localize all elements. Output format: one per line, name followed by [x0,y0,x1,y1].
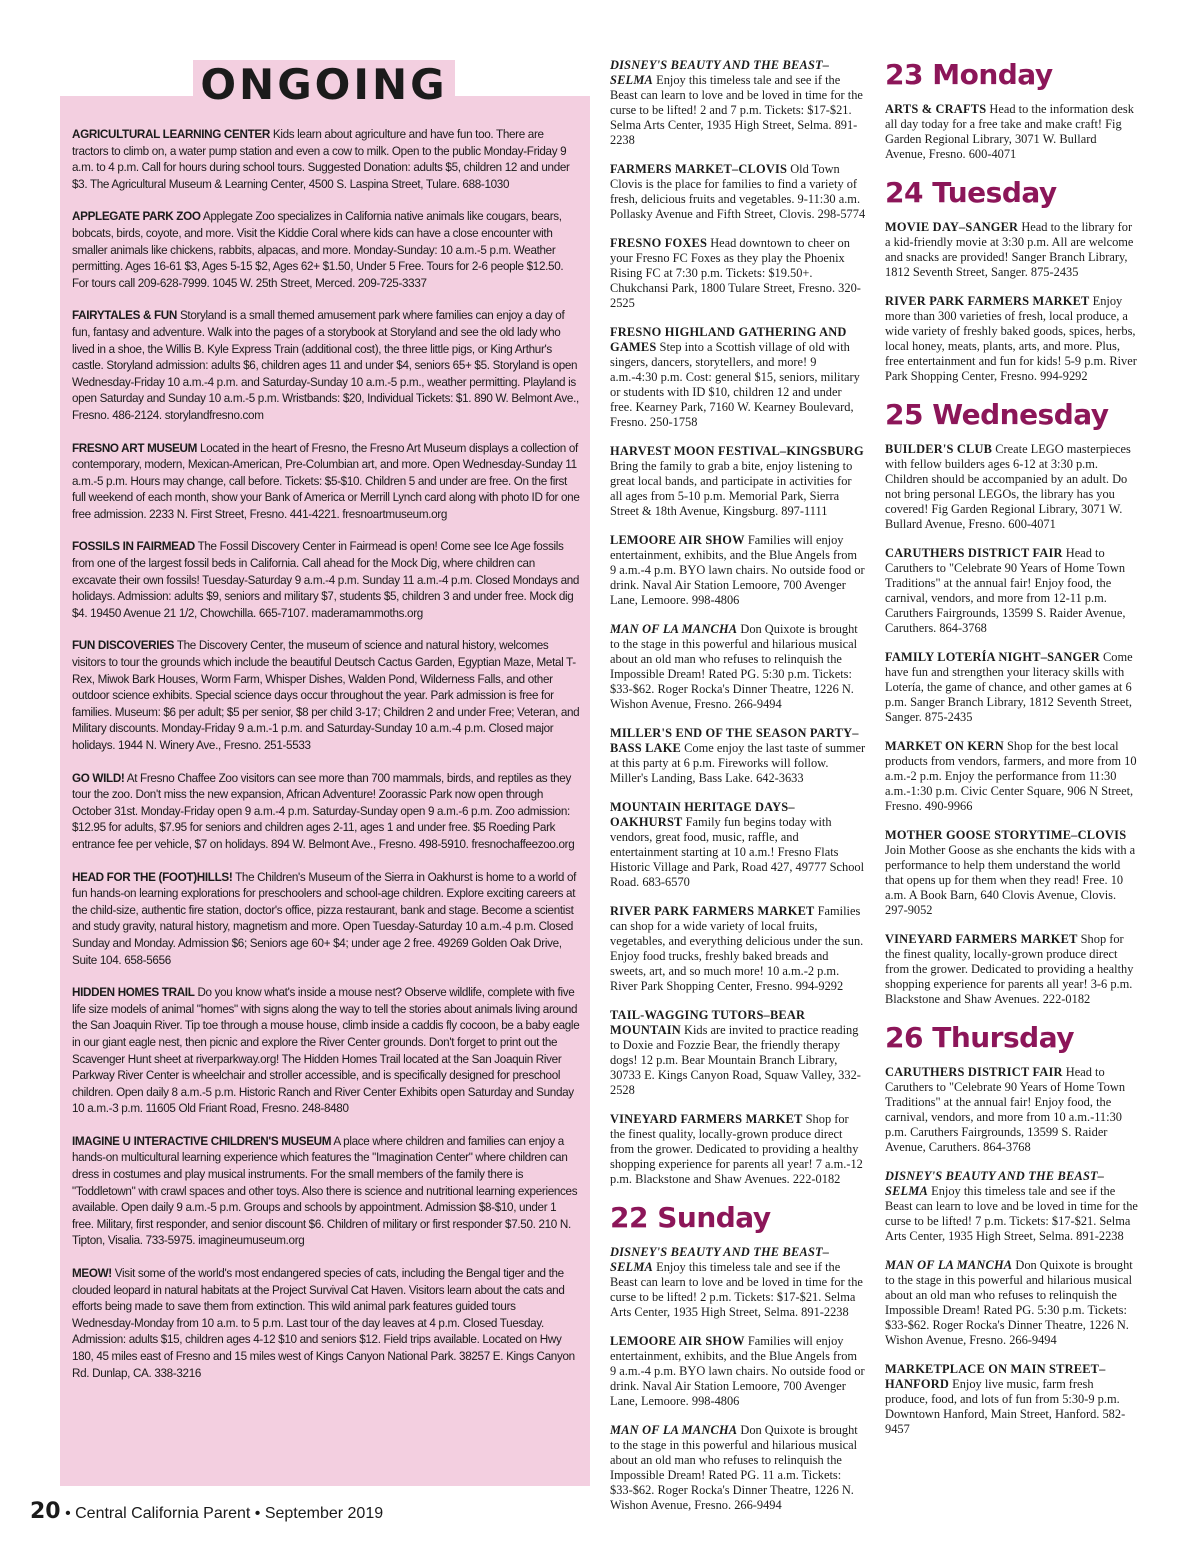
event-body: Don Quixote is brought to the stage in this powerful and hilarious musical about an old man who refuses to relinquish the Impossible Dream! Rated PG. 11 a.m. Tickets: $33-$62. Roger Rocka's Dinner Theatre, 1226 N. Wishon Avenue, Fresno. 266-9494 [610,1423,858,1512]
event-title: MOTHER GOOSE STORYTIME–CLOVIS [885,828,1127,842]
ongoing-entry [72,770,580,853]
event-title: DISNEY'S BEAUTY AND THE BEAST–SELMA [610,1245,830,1274]
event-title: VINEYARD FARMERS MARKET [610,1112,803,1126]
event-item [610,1423,866,1513]
event-title: MARKET ON KERN [885,739,1004,753]
event-body: Families will enjoy entertainment, exhibits, and the Blue Angels from 9 a.m.-4 p.m. BYO lawn chairs. No outside food or drink. Naval Air Station Lemoore, 700 Avenger Lane, Lemoore. 998-4806 [610,1334,865,1408]
event-body: Step into a Scottish village of old with singers, dancers, storytellers, and more! 9 a.m.-4:30 p.m. Cost: general $15, seniors, military or students with ID $10, children 12 and under free. Kearney Park, 7160 W. Kearney Boulevard, Fresno. 250-1758 [610,340,860,429]
event-title: RIVER PARK FARMERS MARKET [885,294,1090,308]
event-title: FRESNO HIGHLAND GATHERING AND GAMES [610,325,847,354]
event-body: Head to Caruthers to "Celebrate 90 Years of Home Town Traditions" at the annual fair! Enjoy food, the carnival, vendors, and more from 12-11 p.m. Caruthers Fairgrounds, 13599 S. Raider Avenue, Caruthers. 864-3768 [885,546,1126,635]
event-title: MAN OF LA MANCHA [610,1423,738,1437]
event-title: MOUNTAIN HERITAGE DAYS–OAKHURST [610,800,795,829]
event-body: Shop for the finest quality, locally-grown produce direct from the grower. Dedicated to providing a healthy shopping experience for parents all year! 7 a.m.-12 p.m. Blackstone and Shaw Avenues. 222-0182 [610,1112,863,1186]
day-heading-sunday: 22 Sunday [610,1201,771,1234]
event-item [885,220,1138,280]
entry-body: A place where children and families can enjoy a hands-on multicultural learning experience which features the "Imagination Center" where children can dress in costumes and play musical instruments. For the small members of the family there is "Toddletown" with crawl spaces and other toys. Also there is science and nutritional learning experiences available. Open daily 9 a.m.-5 p.m. Groups and schools by appointment. Admission $8-$10, under 1 free. Military, first responder, and senior discount $6. Children of military or first responder $7.50. 210 N. Tipton, Visalia. 733-5975. imagineumuseum.org [72,1133,578,1248]
ongoing-entry [72,307,580,423]
entry-body: Located in the heart of Fresno, the Fresno Art Museum displays a collection of contemporary, modern, Mexican-American, Pre-Columbian art, and more. Open Wednesday-Sunday 11 a.m.-5 p.m. Hours may change, call before. Tickets: $5-$10. Children 5 and under are free. On the first full weekend of each month, show your Bank of America or Merrill Lynch card along with photo ID for one free admission. 2233 N. First Street, Fresno. 441-4221. fresnoartmuseum.org [72,440,580,521]
event-title: MAN OF LA MANCHA [885,1258,1013,1272]
event-item [610,533,866,608]
event-body: Families can shop for a wide variety of local fruits, vegetables, and everything delicious under the sun. Enjoy food trucks, freshly baked breads and sweets, art, and so much more! 10 a.m.-2 p.m. River Park Shopping Center, Fresno. 994-9292 [610,904,864,993]
event-body: Join Mother Goose as she enchants the kids with a performance to help them understand the world that opens up for them when they read! Free. 10 a.m. A Book Barn, 640 Clovis Avenue, Clovis. 297-9052 [885,843,1136,917]
event-title: MILLER'S END OF THE SEASON PARTY–BASS LAKE [610,726,859,755]
event-title: HARVEST MOON FESTIVAL–KINGSBURG [610,444,864,458]
entry-body: At Fresno Chaffee Zoo visitors can see more than 700 mammals, birds, and reptiles as they tour the zoo. Don't miss the new expansion, African Adventure! Zoorassic Park now open through October 31st. Monday-Friday open 9 a.m.-4 p.m. Saturday-Sunday open 9 a.m.-6 p.m. Zoo admission: $12.95 for adults, $7.95 for seniors and children ages 2-11, ages 1 and under free. $5 Roeding Park entrance fee per vehicle, $7 on holidays. 894 W. Belmont Ave., Fresno. 498-5910. fresnochaffeezoo.org [72,770,575,851]
entry-body: The Discovery Center, the museum of science and natural history, welcomes visitors to tour the grounds which include the beautiful Deutsch Cactus Garden, Egyptian Maze, Metal T-Rex, Miwok Bark Houses, Worm Farm, Whisper Dishes, Walden Pond, Wilderness Falls, and other outdoor science exhibits. Special science days occur throughout the year. Park admission is free for families. Museum: $6 per adult; $5 per senior, $8 per child 3-17; Children 2 and under Free; Veteran, and Military discounts. Monday-Friday 9 a.m.-1 p.m. and Saturday-Sunday 10 a.m.-4 p.m. Closed major holidays. 1944 N. Winery Ave., Fresno. 251-5533 [72,638,580,752]
day-heading-tuesday: 24 Tuesday [885,176,1057,209]
event-title: DISNEY'S BEAUTY AND THE BEAST–SELMA [885,1169,1105,1198]
event-title: LEMOORE AIR SHOW [610,1334,745,1348]
event-item [610,800,866,890]
event-title: RIVER PARK FARMERS MARKET [610,904,815,918]
event-body: Enjoy this timeless tale and see if the Beast can learn to love and be loved in time for the curse to be lifted! 2 p.m. Tickets: $17-$21. Selma Arts Center, 1935 High Street, Selma. 891-2238 [610,1260,863,1319]
entry-title: FOSSILS IN FAIRMEAD [72,539,195,554]
event-body: Enjoy live music, farm fresh produce, food, and lots of fun from 5:30-9 p.m. Downtown Hanford, Main Street, Hanford. 582-9457 [885,1377,1126,1436]
event-title: CARUTHERS DISTRICT FAIR [885,1065,1063,1079]
event-title: BUILDER'S CLUB [885,442,993,456]
events-column-right [885,58,1138,1451]
event-item [610,58,866,148]
entry-title: HIDDEN HOMES TRAIL [72,985,195,1000]
event-item [610,236,866,311]
event-body: Bring the family to grab a bite, enjoy listening to great local bands, and participate in activities for all ages from 5-10 p.m. Memorial Park, Sierra Street & 18th Avenue, Kingsburg. 897-1111 [610,459,853,518]
page-footer [30,1500,383,1526]
ongoing-entry [72,869,580,969]
entry-title: FAIRYTALES & FUN [72,308,178,323]
event-item [610,1334,866,1409]
event-item [885,650,1138,725]
event-item [610,622,866,712]
event-title: FAMILY LOTERÍA NIGHT–SANGER [885,650,1100,664]
event-item [610,904,866,994]
entry-title: GO WILD! [72,770,125,785]
entry-title: MEOW! [72,1266,112,1281]
event-body: Don Quixote is brought to the stage in this powerful and hilarious musical about an old man who refuses to relinquish the Impossible Dream! Rated PG. 5:30 p.m. Tickets: $33-$62. Roger Rocka's Dinner Theatre, 1226 N. Wishon Avenue, Fresno. 266-9494 [610,622,858,711]
day-heading-monday: 23 Monday [885,58,1053,91]
event-item [610,162,866,222]
entry-body: The Fossil Discovery Center in Fairmead is open! Come see Ice Age fossils from one of the largest fossil beds in California. Call ahead for the Mock Dig, where children can excavate their own fossils! Tuesday-Saturday 9 a.m.-4 p.m. Sunday 11 a.m.-4 p.m. Closed Mondays and holidays. Admission: adults $9, seniors and military $7, students $5, children 3 and under free. Mock dig $4. 19450 Avenue 21 1/2, Chowchilla. 665-7107. maderamammoths.org [72,539,580,620]
event-title: MARKETPLACE ON MAIN STREET–HANFORD [885,1362,1106,1391]
ongoing-entry [72,538,580,621]
event-title: CARUTHERS DISTRICT FAIR [885,546,1063,560]
event-body: Enjoy this timeless tale and see if the Beast can learn to love and be loved in time for the curse to be lifted! 7 p.m. Tickets: $17-$21. Selma Arts Center, 1935 High Street, Selma. 891-2238 [885,1184,1138,1243]
event-body: Kids are invited to practice reading to Doxie and Fozzie Bear, the friendly therapy dogs! 12 p.m. Bear Mountain Branch Library, 30733 E. Kings Canyon Road, Squaw Valley, 332-2528 [610,1023,861,1097]
entry-body: Applegate Zoo specializes in California native animals like cougars, bears, bobcats, birds, coyote, and more. Visit the Kiddie Coral where kids can have a close encounter with smaller animals like chickens, rabbits, alpacas, and more. Monday-Sunday: 10 a.m.-5 p.m. Weather permitting. Ages 16-61 $3, Ages 5-15 $2, Ages 62+ $1.50, Under 5 Free. Tours for 2-6 people $12.50. For tours call 209-628-7999. 1045 W. 25th Street, Merced. 209-725-3337 [72,209,564,290]
event-title: VINEYARD FARMERS MARKET [885,932,1078,946]
event-item [885,1065,1138,1155]
event-body: Enjoy more than 300 varieties of fresh, local produce, a wide variety of freshly baked goods, spices, herbs, local honey, meats, plants, arts, and more. Plus, free entertainment and fun for kids! 5-9 p.m. River Park Shopping Center, Fresno. 994-9292 [885,294,1137,383]
event-item [885,1258,1138,1348]
page-number: 20 [30,1499,61,1524]
event-item [885,294,1138,384]
event-title: FRESNO FOXES [610,236,708,250]
event-item [885,102,1138,162]
event-body: Don Quixote is brought to the stage in this powerful and hilarious musical about an old man who refuses to relinquish the Impossible Dream! Rated PG. 5:30 p.m. Tickets: $33-$62. Roger Rocka's Dinner Theatre, 1226 N. Wishon Avenue, Fresno. 266-9494 [885,1258,1133,1347]
event-body: Family fun begins today with vendors, great food, music, raffle, and entertainment starting at 10 a.m.! Fresno Flats Historic Village and Park, Road 427, 49777 School Road. 683-6570 [610,815,865,889]
event-item [610,726,866,786]
event-item [610,1112,866,1187]
event-item [610,1245,866,1320]
event-body: Create LEGO masterpieces with fellow builders ages 6-12 at 3:30 p.m. Children should be accompanied by an adult. Do not bring personal LEGOs, the library has you covered! Fig Garden Regional Library, 3071 W. Bullard Avenue, Fresno. 600-4071 [885,442,1131,531]
event-title: MOVIE DAY–SANGER [885,220,1019,234]
event-body: Old Town Clovis is the place for families to find a variety of fresh, delicious fruits and vegetables. 9-11:30 a.m. Pollasky Avenue and Fifth Street, Clovis. 298-5774 [610,162,866,221]
event-title: FARMERS MARKET–CLOVIS [610,162,788,176]
event-item [885,442,1138,532]
publication-line: • Central California Parent • September 2019 [65,1505,384,1522]
event-item [885,739,1138,814]
day-heading-wednesday: 25 Wednesday [885,398,1109,431]
events-column-middle [610,58,866,1527]
entry-title: HEAD FOR THE (FOOT)HILLS! [72,869,233,884]
event-item [610,1008,866,1098]
event-body: Head to Caruthers to "Celebrate 90 Years of Home Town Traditions" at the annual fair! Enjoy food, the carnival, vendors, and more from 10 a.m.-11:30 p.m. Caruthers Fairgrounds, 13599 S. Raider Avenue, Caruthers. 864-3768 [885,1065,1126,1154]
ongoing-entry [72,440,580,523]
event-title: TAIL-WAGGING TUTORS–BEAR MOUNTAIN [610,1008,806,1037]
event-title: LEMOORE AIR SHOW [610,533,745,547]
entry-body: Visit some of the world's most endangered species of cats, including the Bengal tiger and the clouded leopard in natural habitats at the Project Survival Cat Haven. Visitors learn about the cats and efforts being made to save them from extinction. This wild animal park features guided tours Wednesday-Monday from 10 a.m. to 5 p.m. Last tour of the day leaves at 4 p.m. Closed Tuesday. Admission: adults $15, children ages 4-12 $10 and seniors $12. Field trips available. Located on Hwy 180, 45 miles east of Fresno and 15 miles west of Kings Canyon National Park. 38257 E. Kings Canyon Rd. Dunlap, CA. 338-3216 [72,1266,575,1380]
entry-title: APPLEGATE PARK ZOO [72,209,201,224]
event-body: Enjoy this timeless tale and see if the Beast can learn to love and be loved in time for the curse to be lifted! 2 and 7 p.m. Tickets: $17-$21. Selma Arts Center, 1935 High Street, Selma. 891-2238 [610,73,863,147]
event-body: Shop for the best local products from vendors, farmers, and more from 10 a.m.-2 p.m. Enjoy the performance from 11:30 a.m.-1:30 p.m. Civic Center Square, 906 N Street, Fresno. 490-9966 [885,739,1137,813]
event-item [610,325,866,430]
ongoing-section [60,96,590,1486]
ongoing-entry [72,208,580,291]
entry-body: Kids learn about agriculture and have fun too. There are tractors to climb on, a water pump station and even a cow to milk. Open to the public Monday-Friday 9 a.m. to 4 p.m. Call for hours during school tours. Suggested Donation: adults $5, children 12 and under $3. The Agricultural Museum & Learning Center, 4500 S. Laspina Street, Tulare. 688-1030 [72,127,570,191]
entry-body: Do you know what's inside a mouse nest? Observe wildlife, complete with five life size models of animal "homes" with signs along the way to tell the stories about animals living around the San Joaquin River. Tip toe through a mouse house, climb inside a caddis fly cocoon, be a baby eagle in our giant eagle nest, then picnic and explore the River Center grounds. Don't forget to print out the Scavenger Hunt sheet at riverparkway.org! The Hidden Homes Trail located at the San Joaquin River Parkway River Center is wheelchair and stroller accessible, and is specifically designed for preschool children. Open daily 8 a.m.-5 p.m. Historic Ranch and River Center Exhibits open Saturday and Sunday 10 a.m.-3 p.m. 11605 Old Friant Road, Fresno. 248-8480 [72,985,580,1116]
ongoing-heading: ONGOING [200,60,448,109]
entry-title: FUN DISCOVERIES [72,638,175,653]
entry-body: The Children's Museum of the Sierra in Oakhurst is home to a world of fun hands-on learning explorations for preschoolers and school-age children. Explore exciting careers at the child-size, authentic fire station, doctor's office, pizza restaurant, bank and stage. Become a scientist and study gravity, natural history, magnetism and more. Open Tuesday-Saturday 10 a.m.-4 p.m. Closed Sunday and Monday. Admission $6; Seniors age 60+ $4; under age 2 free. 49269 Golden Oak Drive, Suite 104. 658-5656 [72,869,577,967]
ongoing-entry [72,637,580,753]
entry-body: Storyland is a small themed amusement park where families can enjoy a day of fun, fantasy and adventure. Walk into the pages of a storybook at Storyland and see the old lady who lived in a shoe, the Willis B. Kyle Express Train (additional cost), the three little pigs, or King Arthur's castle. Storyland admission: adults $6, children ages 11 and under $4, seniors 65+ $5. Storyland is open Wednesday-Friday 10 a.m.-4 p.m. and Saturday-Sunday 10 a.m.-5 p.m., weather permitting. Playland is open Saturday and Sunday 10 a.m.-5 p.m. Wristbands: $20, Individual Tickets: $1. 890 W. Belmont Ave., Fresno. 486-2124. storylandfresno.com [72,308,579,422]
event-body: Shop for the finest quality, locally-grown produce direct from the grower. Dedicated to providing a healthy shopping experience for parents all year! 3-6 p.m. Blackstone and Shaw Avenues. 222-0182 [885,932,1134,1006]
event-body: Head to the information desk all day today for a free take and make craft! Fig Garden Regional Library, 3071 W. Bullard Avenue, Fresno. 600-4071 [885,102,1134,161]
event-item [885,1169,1138,1244]
ongoing-entry [72,984,580,1117]
entry-title: IMAGINE U INTERACTIVE CHILDREN'S MUSEUM [72,1133,332,1148]
ongoing-entry [72,1265,580,1381]
event-body: Come enjoy the last taste of summer at this party at 6 p.m. Fireworks will follow. Miller's Landing, Bass Lake. 642-3633 [610,741,866,785]
event-item [885,932,1138,1007]
day-heading-thursday: 26 Thursday [885,1021,1074,1054]
event-body: Head downtown to cheer on your Fresno FC Foxes as they play the Phoenix Rising FC at 7:30 p.m. Tickets: $19.50+. Chukchansi Park, 1800 Tulare Street, Fresno. 320-2525 [610,236,861,310]
event-item [885,828,1138,918]
entry-title: AGRICULTURAL LEARNING CENTER [72,127,270,141]
event-item [610,444,866,519]
event-title: ARTS & CRAFTS [885,102,987,116]
event-body: Come have fun and strengthen your literacy skills with Lotería, the game of chance, and other games at 6 p.m. Sanger Branch Library, 1812 Seventh Street, Sanger. 875-2435 [885,650,1133,724]
event-title: MAN OF LA MANCHA [610,622,738,636]
entry-title: FRESNO ART MUSEUM [72,440,198,455]
event-body: Families will enjoy entertainment, exhibits, and the Blue Angels from 9 a.m.-4 p.m. BYO lawn chairs. No outside food or drink. Naval Air Station Lemoore, 700 Avenger Lane, Lemoore. 998-4806 [610,533,865,607]
event-item [885,1362,1138,1437]
event-body: Head to the library for a kid-friendly movie at 3:30 p.m. All are welcome and snacks are provided! Sanger Branch Library, 1812 Seventh Street, Sanger. 875-2435 [885,220,1134,279]
event-title: DISNEY'S BEAUTY AND THE BEAST–SELMA [610,58,830,87]
ongoing-entry [72,126,580,192]
ongoing-entry [72,1133,580,1249]
event-item [885,546,1138,636]
